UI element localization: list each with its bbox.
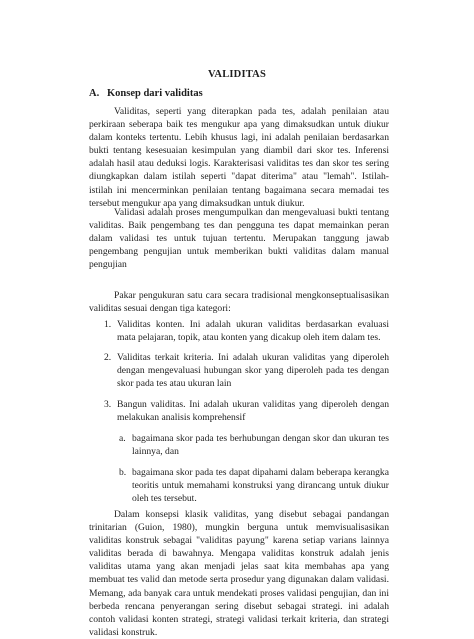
sublist-item-text: bagaimana skor pada tes dapat dipahami dalam beberapa kerangka teoritis untuk memahami konstruksi yang dirancang untuk diukur oleh tes tersebut. (132, 467, 389, 505)
sublist-letter: a. (119, 433, 126, 444)
section-heading (89, 88, 203, 99)
sublist-letter: b. (119, 467, 127, 478)
list-number: 3. (104, 399, 112, 410)
sublist-item-b (119, 466, 389, 505)
sublist-item-text: bagaimana skor pada tes berhubungan dengan skor dan ukuran tes lainnya, dan (132, 433, 389, 458)
paragraph-validitas: Validitas, seperti yang diterapkan pada tes, adalah penilaian atau perkiraan seberapa baik tes mengukur apa yang dimaksudkan untuk diukur dalam konteks tertentu. Lebih khusus lagi, ini adalah penilaian berdasarkan bukti tentang kesesuaian kesimpulan yang diambil dari skor tes. Inferensi adalah hasil atau deduksi logis. Karakterisasi validitas tes dan skor tes sering diungkapkan dalam istilah seperti "dapat diterima" atau "lemah". Istilah-istilah ini mencerminkan penilaian tentang bagaimana secara memadai tes tersebut mengukur apa yang dimaksudkan untuk diukur. (89, 106, 389, 209)
paragraph-konsepsi-klasik: Dalam konsepsi klasik validitas, yang disebut sebagai pandangan trinitarian (Guion, 1980), mungkin berguna untuk memvisualisasikan validitas konstruk sebagai "validitas payung" karena setiap varians lainnya validitas berada di bawahnya. Mengapa validitas konstruk adalah jenis validitas utama yang akan menjadi jelas saat kita membahas apa yang membuat tes valid dan metode serta prosedur yang digunakan dalam validasi. Memang, ada banyak cara untuk mendekati proses validasi pengujian, dan ini berbeda rencana penyerangan sering disebut sebagai strategi. ini adalah contoh validasi konten strategi, strategi validasi terkait kriteria, dan strategi validasi konstruk. (89, 509, 389, 638)
list-item-text: Validitas terkait kriteria. Ini adalah ukuran validitas yang diperoleh dengan mengevaluasi hubungan skor yang diperoleh pada tes dengan skor pada tes atau ukuran lain (117, 352, 389, 390)
sublist-item-a (119, 432, 389, 458)
paragraph-pakar-pengukuran: Pakar pengukuran satu cara secara tradisional mengkonseptualisasikan validitas sesuai dengan tiga kategori: (89, 290, 389, 315)
paragraph-validasi: Validasi adalah proses mengumpulkan dan mengevaluasi bukti tentang validitas. Baik pengembang tes dan pengguna tes dapat memainkan peran dalam validasi tes untuk tujuan tertentu. Merupakan tanggung jawab pengembang pengujian untuk memberikan bukti validitas dalam manual pengujian (89, 207, 389, 271)
list-item-text: Validitas konten. Ini adalah ukuran validitas berdasarkan evaluasi mata pelajaran, topik, atau konten yang dicakup oleh item dalam tes. (117, 319, 389, 344)
list-number: 2. (104, 352, 112, 363)
section-heading-text: Konsep dari validitas (107, 88, 203, 99)
document-title: VALIDITAS (207, 69, 267, 80)
list-item-bangun-validitas (104, 398, 389, 424)
section-letter: A. (89, 88, 100, 99)
list-item-text: Bangun validitas. Ini adalah ukuran validitas yang diperoleh dengan melakukan analisis komprehensif (117, 399, 389, 424)
list-item-validitas-kriteria (104, 351, 389, 390)
list-item-validitas-konten (104, 318, 389, 344)
list-number: 1. (104, 319, 112, 330)
